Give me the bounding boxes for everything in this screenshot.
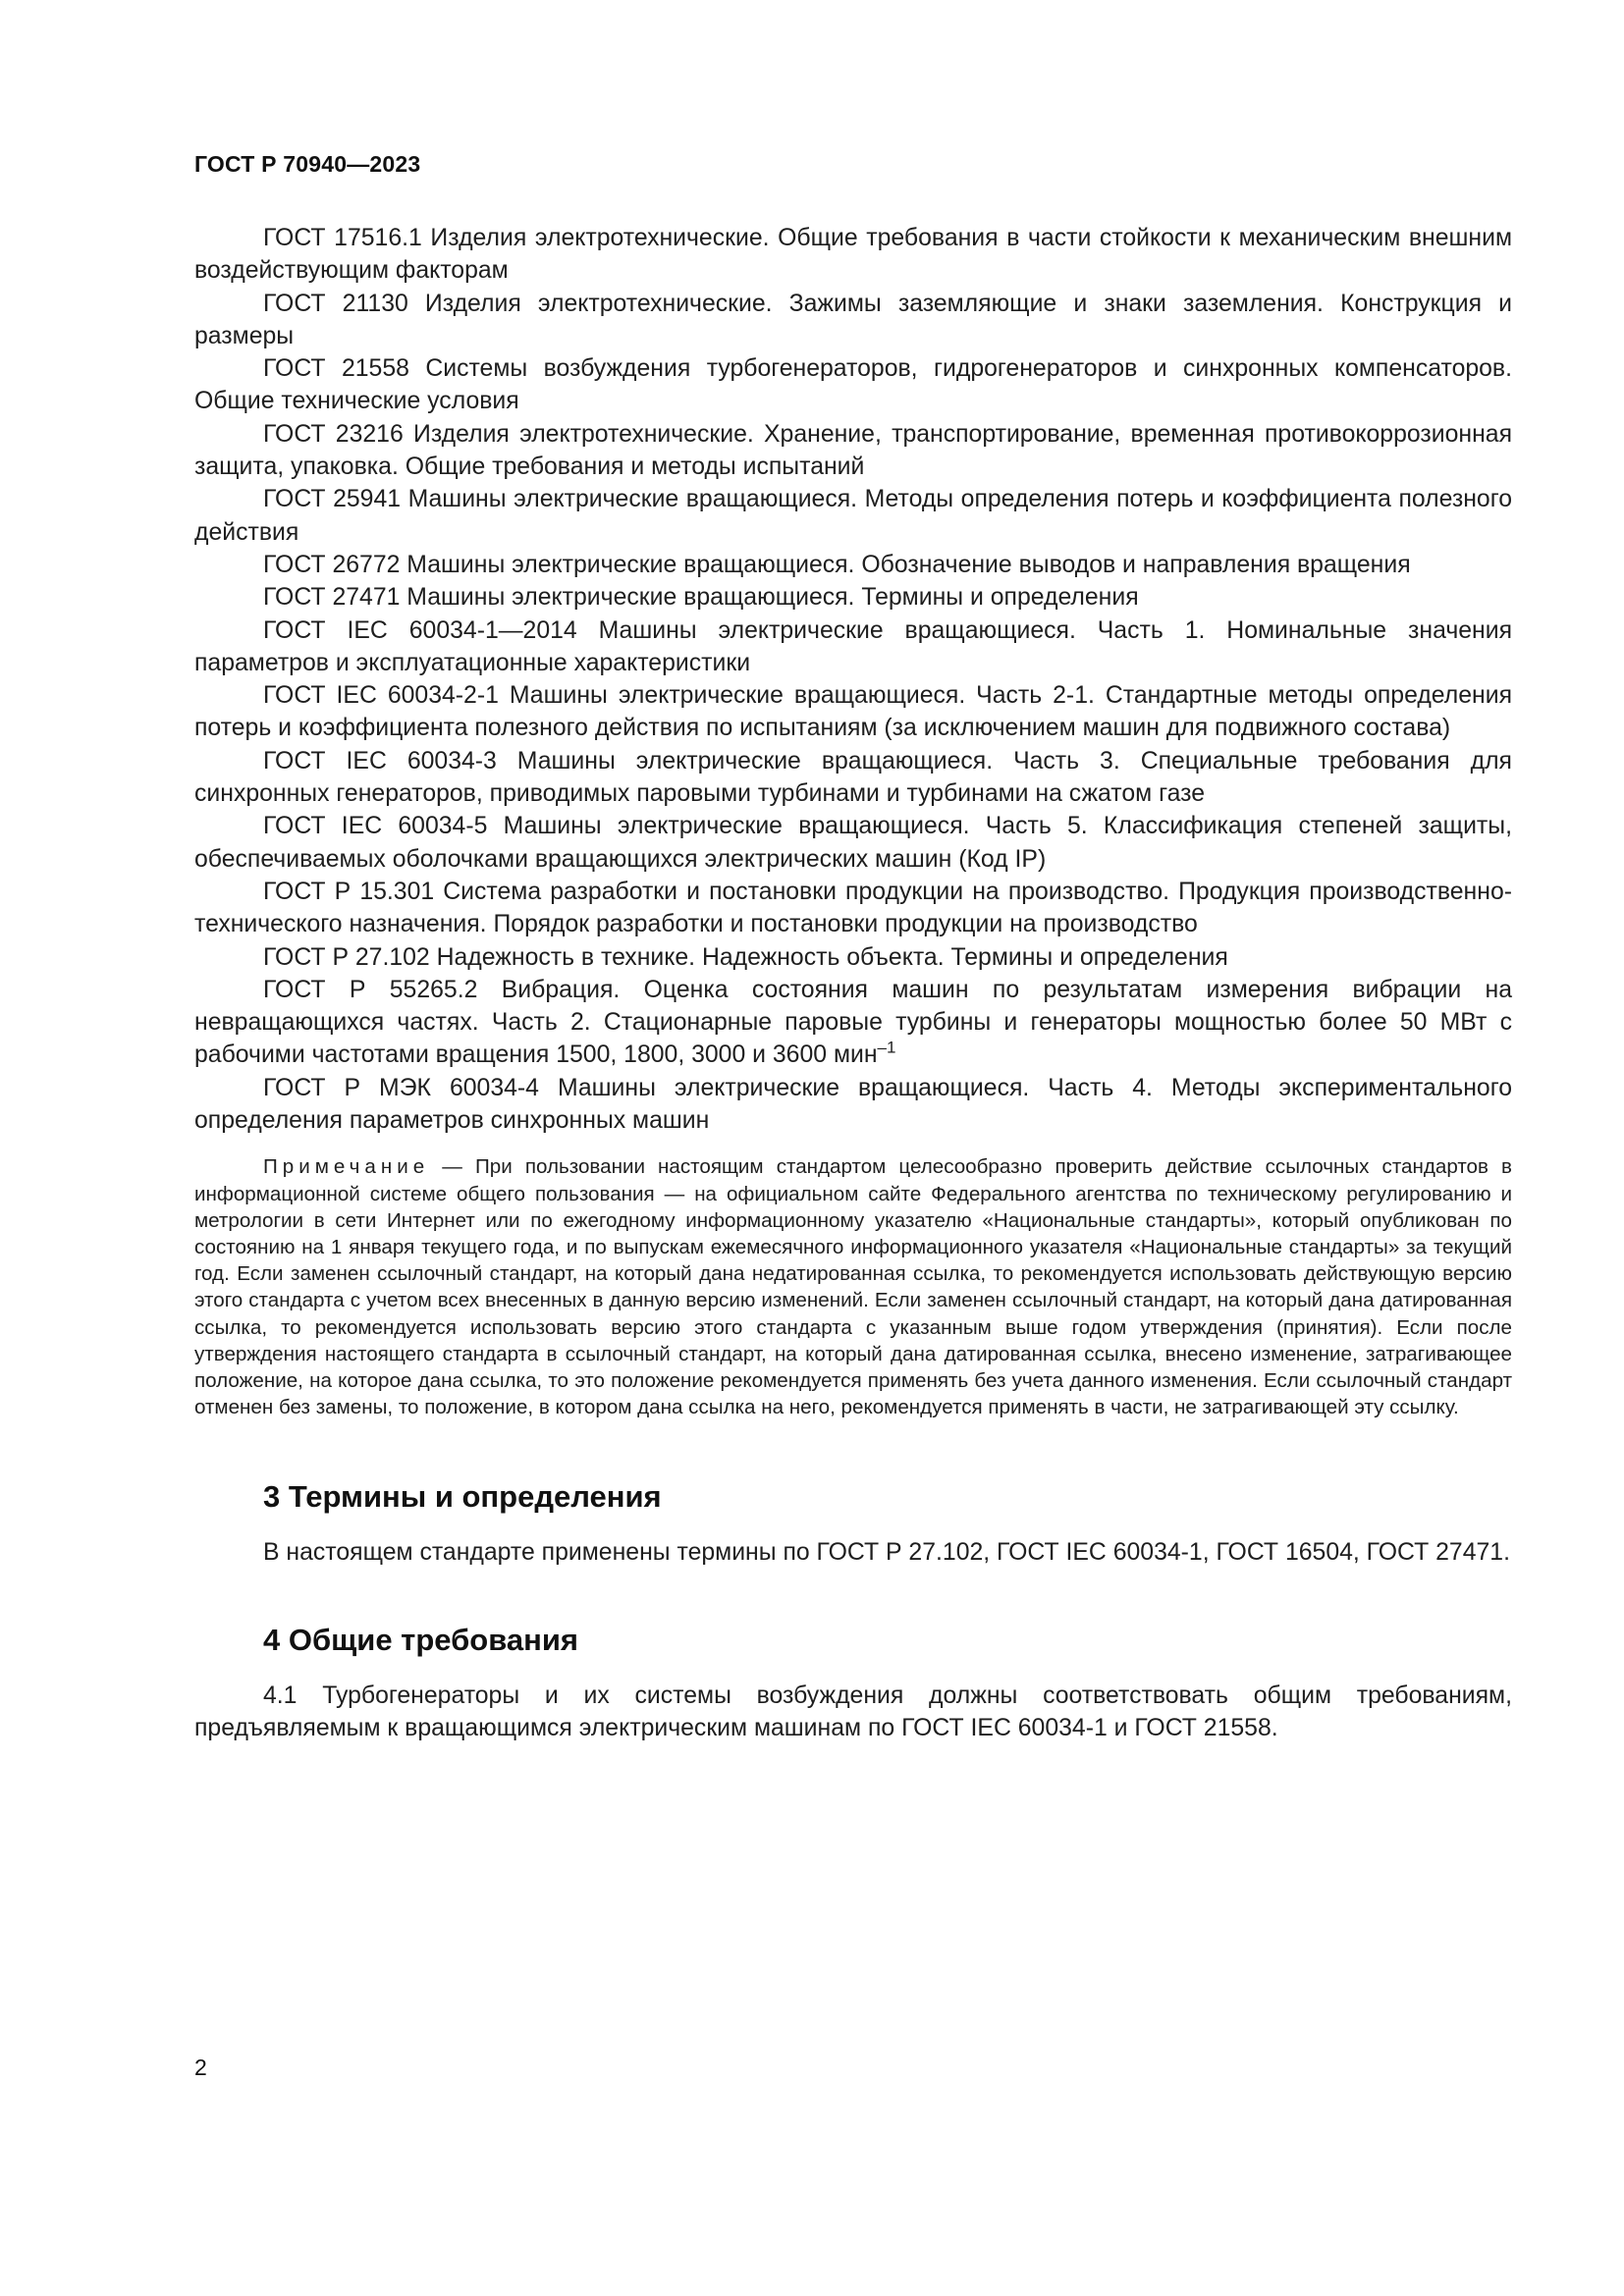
page-number: 2 xyxy=(194,2055,207,2080)
reference-vibration-text: ГОСТ Р 55265.2 Вибрация. Оценка состояния машин по результатам измерения вибрации на невращающихся частях. Часть 2. Стационарные паровые турбины и генераторы мощностью более 50 МВт с рабочими частотами вращения 1500, 1800, 3000 и 3600 мин xyxy=(194,976,1512,1069)
reference-item: ГОСТ IEC 60034-1—2014 Машины электрические вращающиеся. Часть 1. Номинальные значения параметров и эксплуатационные характеристики xyxy=(194,616,1512,676)
reference-item: ГОСТ 17516.1 Изделия электротехнические. Общие требования в части стойкости к механическим внешним воздействующим факторам xyxy=(194,225,1512,285)
reference-item: ГОСТ IEC 60034-3 Машины электрические вращающиеся. Часть 3. Специальные требования для синхронных генераторов, приводимых паровыми турбинами и турбинами на сжатом газе xyxy=(194,747,1512,808)
note-text: При пользовании настоящим стандартом целесообразно проверить действие ссылочных стандартов в информационной системе общего пользования — на официальном сайте Федерального агентства по техническому регулированию и метрологии в сети Интернет или по ежегодному информационному указателю «Национальные стандарты», который опубликован по состоянию на 1 января текущего года, и по выпускам ежемесячного информационного указателя «Национальные стандарты» за текущий год. Если заменен ссылочный стандарт, на который дана недатированная ссылка, то рекомендуется использовать действующую версию этого стандарта с учетом всех внесенных в данную версию изменений. Если заменен ссылочный стандарт, на который дана датированная ссылка, то рекомендуется использовать версию этого стандарта с указанным выше годом утверждения (принятия). Если после утверждения настоящего стандарта в ссылочный стандарт, на который дана датированная ссылка, внесено изменение, затрагивающее положение, на которое дана ссылка, то это положение рекомендуется применять без учета данного изменения. Если ссылочный стандарт отменен без замены, то положение, в котором дана ссылка на него, рекомендуется применять в части, не затрагивающей эту ссылку. xyxy=(194,1155,1512,1419)
note-label: Примечание xyxy=(263,1155,430,1179)
reference-item: ГОСТ 26772 Машины электрические вращающиеся. Обозначение выводов и направления вращения xyxy=(263,551,1411,578)
section-4-text: 4.1 Турбогенераторы и их системы возбуждения должны соответствовать общим требованиям, предъявляемым к вращающимся электрическим машинам по ГОСТ IEC 60034-1 и ГОСТ 21558. xyxy=(194,1682,1512,1741)
reference-item: ГОСТ 21130 Изделия электротехнические. Зажимы заземляющие и знаки заземления. Конструкция и размеры xyxy=(194,290,1512,349)
note-dash: — xyxy=(429,1155,475,1179)
reference-item: ГОСТ 21558 Системы возбуждения турбогенераторов, гидрогенераторов и синхронных компенсаторов. Общие технические условия xyxy=(194,355,1512,415)
reference-item: ГОСТ 23216 Изделия электротехнические. Хранение, транспортирование, временная противокоррозионная защита, упаковка. Общие требования и методы испытаний xyxy=(194,420,1512,481)
reference-item: ГОСТ IEC 60034-2-1 Машины электрические вращающиеся. Часть 2-1. Стандартные методы определения потерь и коэффициента полезного действия по испытаниям (за исключением машин для подвижного состава) xyxy=(194,682,1512,742)
note-paragraph xyxy=(194,1153,1512,1420)
reference-item: ГОСТ Р 15.301 Система разработки и постановки продукции на производство. Продукция производственно-технического назначения. Порядок разработки и постановки продукции на производство xyxy=(194,878,1512,938)
section-3-text: В настоящем стандарте применены термины по ГОСТ Р 27.102, ГОСТ IEC 60034-1, ГОСТ 16504, ГОСТ 27471. xyxy=(263,1539,1510,1567)
reference-item: ГОСТ Р МЭК 60034-4 Машины электрические вращающиеся. Часть 4. Методы экспериментального определения параметров синхронных машин xyxy=(194,1074,1512,1135)
reference-item-vibration xyxy=(194,974,1512,1072)
reference-item: ГОСТ IEC 60034-5 Машины электрические вращающиеся. Часть 5. Классификация степеней защиты, обеспечиваемых оболочками вращающихся электрических машин (Код IP) xyxy=(194,813,1512,873)
section-3-heading: 3 Термины и определения xyxy=(263,1479,662,1515)
unit-exponent: –1 xyxy=(877,1039,896,1058)
reference-item: ГОСТ 27471 Машины электрические вращающиеся. Термины и определения xyxy=(263,584,1139,612)
document-number-header: ГОСТ Р 70940—2023 xyxy=(194,151,421,177)
reference-item: ГОСТ 25941 Машины электрические вращающиеся. Методы определения потерь и коэффициента полезного действия xyxy=(194,486,1512,546)
reference-item: ГОСТ Р 27.102 Надежность в технике. Надежность объекта. Термины и определения xyxy=(263,943,1228,971)
section-4-heading: 4 Общие требования xyxy=(263,1622,578,1657)
normative-references-list xyxy=(194,222,1512,1137)
page-content xyxy=(194,222,1512,1744)
